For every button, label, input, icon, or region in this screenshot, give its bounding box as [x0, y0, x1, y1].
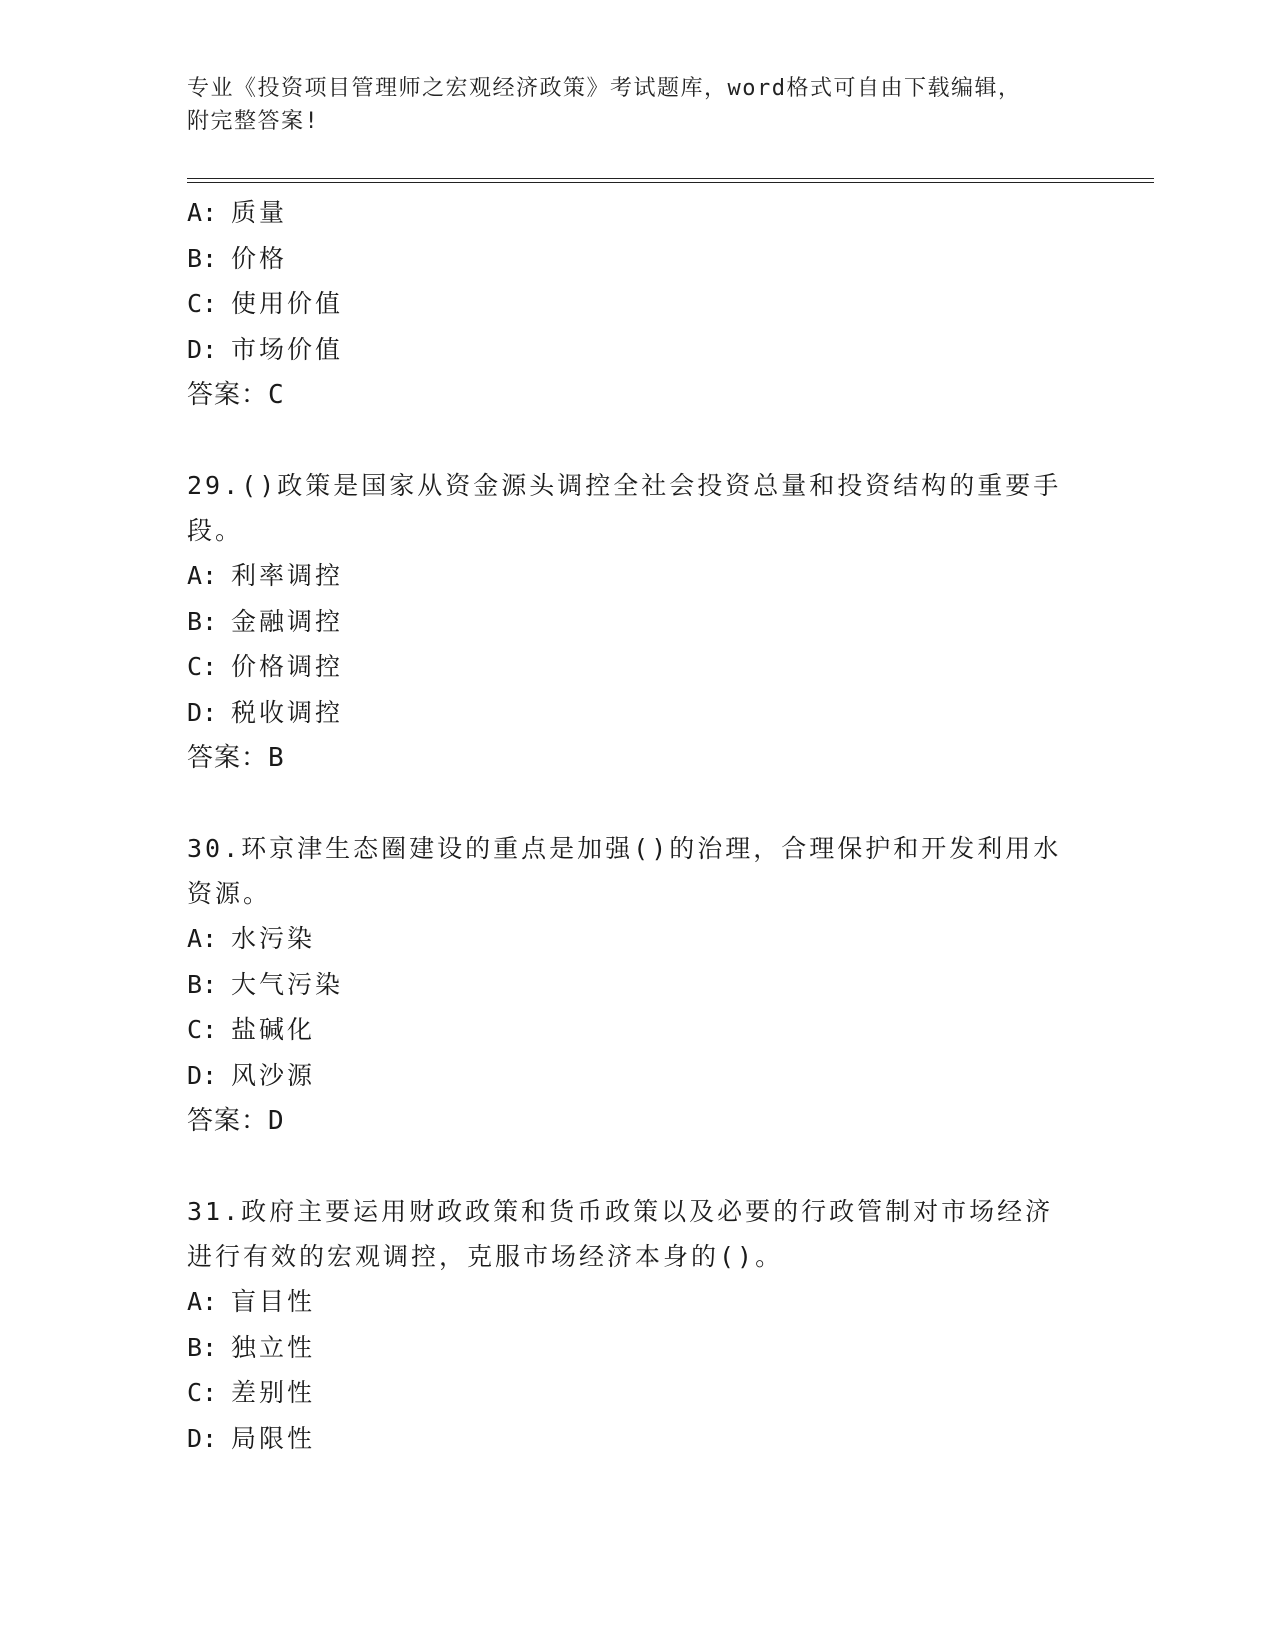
option-text: 局限性 [231, 1423, 316, 1453]
option-b [187, 1325, 1087, 1371]
spacer [187, 781, 1087, 826]
option-text: 使用价值 [231, 289, 344, 318]
option-d [187, 690, 1087, 736]
question-31 [187, 1189, 1087, 1461]
option-text: 独立性 [231, 1332, 316, 1362]
option-text: 差别性 [231, 1378, 316, 1407]
option-label: C: [187, 289, 218, 318]
document-header [187, 72, 1087, 138]
option-label: B: [187, 243, 218, 273]
option-text: 风沙源 [231, 1060, 316, 1090]
option-c [187, 1370, 1087, 1416]
option-label: D: [187, 697, 218, 727]
header-line-2: 附完整答案! [187, 109, 320, 134]
option-label: A: [187, 1287, 218, 1316]
option-b [187, 236, 1087, 282]
option-a [187, 553, 1087, 599]
header-line-1: 专业《投资项目管理师之宏观经济政策》考试题库，word格式可自由下载编辑， [187, 76, 1022, 101]
option-c [187, 281, 1087, 327]
question-stem [187, 463, 1087, 553]
answer-line: 答案：D [187, 1106, 285, 1136]
header-divider-bottom [187, 182, 1154, 183]
option-label: A: [187, 561, 218, 590]
question-stem-line: 29.()政策是国家从资金源头调控全社会投资总量和投资结构的重要手 [187, 471, 1062, 500]
option-text: 价格 [231, 243, 288, 273]
question-stem-line: 段。 [187, 516, 244, 545]
option-label: A: [187, 924, 218, 953]
option-text: 税收调控 [231, 697, 344, 727]
option-a [187, 1279, 1087, 1325]
question-stem [187, 826, 1087, 916]
option-label: C: [187, 652, 218, 681]
question-30 [187, 826, 1087, 1144]
spacer [187, 418, 1087, 463]
question-29 [187, 463, 1087, 781]
option-text: 利率调控 [231, 561, 344, 590]
option-text: 质量 [231, 198, 288, 227]
option-text: 金融调控 [231, 606, 344, 636]
option-text: 盲目性 [231, 1287, 316, 1316]
option-c [187, 1007, 1087, 1053]
header-divider-top [187, 178, 1154, 179]
answer-line: 答案：B [187, 743, 285, 773]
option-label: C: [187, 1378, 218, 1407]
option-a [187, 190, 1087, 236]
option-label: C: [187, 1015, 218, 1044]
question-stem-line: 31.政府主要运用财政政策和货币政策以及必要的行政管制对市场经济 [187, 1197, 1054, 1226]
option-text: 大气污染 [231, 969, 344, 999]
question-list [187, 190, 1087, 1461]
option-label: B: [187, 606, 218, 636]
option-d [187, 327, 1087, 373]
option-text: 价格调控 [231, 652, 344, 681]
option-a [187, 916, 1087, 962]
option-label: B: [187, 969, 218, 999]
option-label: D: [187, 1060, 218, 1090]
option-b [187, 962, 1087, 1008]
question-stem-line: 进行有效的宏观调控，克服市场经济本身的()。 [187, 1242, 784, 1271]
option-text: 市场价值 [231, 334, 344, 364]
option-d [187, 1416, 1087, 1462]
answer-line: 答案：C [187, 380, 285, 410]
option-text: 盐碱化 [231, 1015, 316, 1044]
option-label: B: [187, 1332, 218, 1362]
option-d [187, 1053, 1087, 1099]
option-b [187, 599, 1087, 645]
question-stem-line: 30.环京津生态圈建设的重点是加强()的治理，合理保护和开发利用水 [187, 834, 1062, 863]
option-text: 水污染 [231, 924, 316, 953]
option-label: D: [187, 1423, 218, 1453]
option-c [187, 644, 1087, 690]
question-stem-line: 资源。 [187, 879, 272, 908]
question-28-continuation [187, 190, 1087, 418]
question-stem [187, 1189, 1087, 1279]
option-label: D: [187, 334, 218, 364]
option-label: A: [187, 198, 218, 227]
spacer [187, 1144, 1087, 1189]
